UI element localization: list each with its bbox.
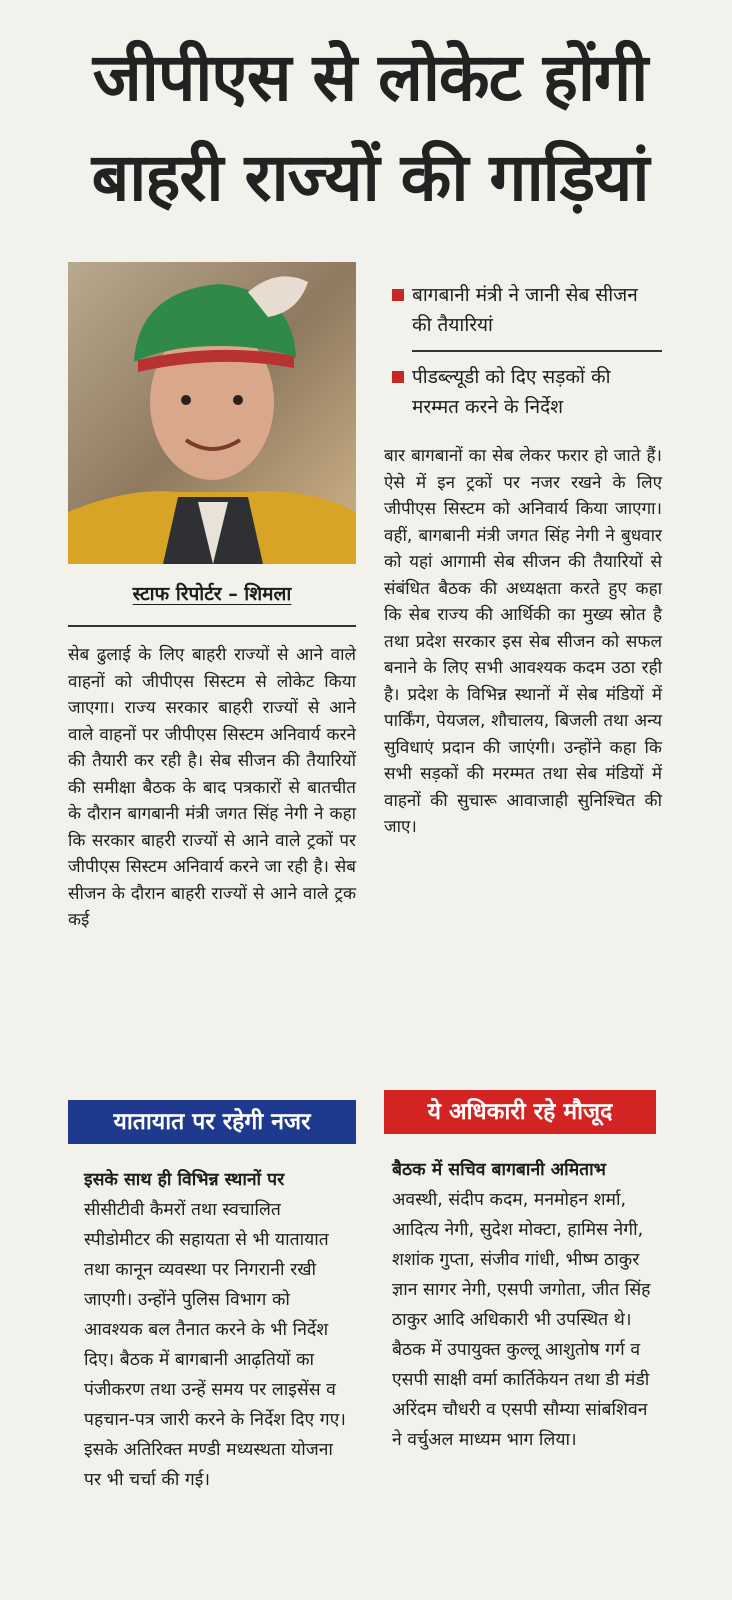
highlight-text-1: बागबानी मंत्री ने जानी सेब सीजन की तैयारियां — [412, 284, 638, 336]
traffic-section-text — [84, 1165, 348, 1495]
red-square-icon — [392, 289, 404, 301]
traffic-body: सीसीटीवी कैमरों तथा स्वचालित स्पीडोमीटर की सहायता से भी यातायात तथा कानून व्यवस्था पर निगरानी रखी जाएगी। उन्होंने पुलिस विभाग को आवश्यक बल तैनात करने के भी निर्देश दिए। बैठक में बागबानी आढ़तियों का पंजीकरण तथा उन्हें समय पर लाइसेंस व पहचान-पत्र जारी करने के निर्देश दिए गए। इसके अतिरिक्त मण्डी मध्यस्थता योजना पर भी चर्चा की गई। — [84, 1200, 346, 1490]
highlight-bullets — [392, 280, 662, 432]
officials-lead: बैठक में सचिव बागबानी अमिताभ — [392, 1160, 606, 1180]
highlight-bullet-1 — [392, 280, 662, 350]
headline-line-1: जीपीएस से लोकेट होंगी — [92, 39, 648, 116]
traffic-banner: यातायात पर रहेगी नजर — [68, 1100, 356, 1144]
minister-photo — [68, 262, 356, 564]
highlight-text-2: पीडब्ल्यूडी को दिए सड़कों की मरम्मत करने के निर्देश — [412, 366, 611, 418]
headline-line-2: बाहरी राज्यों की गाड़ियां — [91, 139, 649, 216]
highlight-bullet-2 — [392, 362, 662, 432]
bullet-divider — [412, 350, 662, 352]
portrait-illustration — [68, 262, 356, 564]
officials-section-text — [392, 1155, 654, 1455]
headline — [40, 28, 700, 228]
byline-divider — [68, 625, 356, 627]
byline: स्टाफ रिपोर्टर – शिमला — [132, 583, 292, 605]
article-right-column: बार बागबानों का सेब लेकर फरार हो जाते हैं। ऐसे में इन ट्रकों पर नजर रखने के लिए जीपीएस सिस्टम को अनिवार्य किया जाएगा। वहीं, बागबानी मंत्री जगत सिंह नेगी ने बुधवार को यहां आगामी सेब सीजन की तैयारियों से संबंधित बैठक की अध्यक्षता करते हुए कहा कि सेब राज्य की आर्थिकी का मुख्य स्रोत है तथा प्रदेश सरकार इस सेब सीजन को सफल बनाने के लिए सभी आवश्यक कदम उठा रही है। प्रदेश के विभिन्न स्थानों में सेब मंडियों में पार्किंग, पेयजल, शौचालय, बिजली तथा अन्य सुविधाएं प्रदान की जाएंगी। उन्होंने कहा कि सभी सड़कों की मरम्मत तथा सेब मंडियों में वाहनों की सुचारू आवाजाही सुनिश्चित की जाए। — [384, 446, 662, 837]
traffic-lead: इसके साथ ही विभिन्न स्थानों पर — [84, 1170, 285, 1190]
red-square-icon — [392, 371, 404, 383]
officials-body: अवस्थी, संदीप कदम, मनमोहन शर्मा, आदित्य नेगी, सुदेश मोक्टा, हामिस नेगी, शशांक गुप्ता, संजीव गांधी, भीष्म ठाकुर ज्ञान सागर नेगी, एसपी जगोता, जीत सिंह ठाकुर आदि अधिकारी भी उपस्थित थे। बैठक में उपायुक्त कुल्लू आशुतोष गर्ग व एसपी साक्षी वर्मा कार्तिकेयन तथा डी मंडी अरिंदम चौधरी व एसपी सौम्या सांबशिवन ने वर्चुअल माध्यम भाग लिया। — [392, 1190, 651, 1450]
officials-banner: ये अधिकारी रहे मौजूद — [384, 1090, 656, 1134]
article-left-column: सेब ढुलाई के लिए बाहरी राज्यों से आने वाले वाहनों को जीपीएस सिस्टम से लोकेट किया जाएगा। राज्य सरकार बाहरी राज्यों से आने वाले वाहनों पर जीपीएस सिस्टम अनिवार्य करने की तैयारी कर रही है। सेब सीजन की तैयारियों की समीक्षा बैठक के बाद पत्रकारों से बातचीत के दौरान बागबानी मंत्री जगत सिंह नेगी ने कहा कि सरकार बाहरी राज्यों से आने वाले ट्रकों पर जीपीएस सिस्टम अनिवार्य करने जा रही है। सेब सीजन के दौरान बाहरी राज्यों से आने वाले ट्रक कई — [68, 645, 356, 930]
